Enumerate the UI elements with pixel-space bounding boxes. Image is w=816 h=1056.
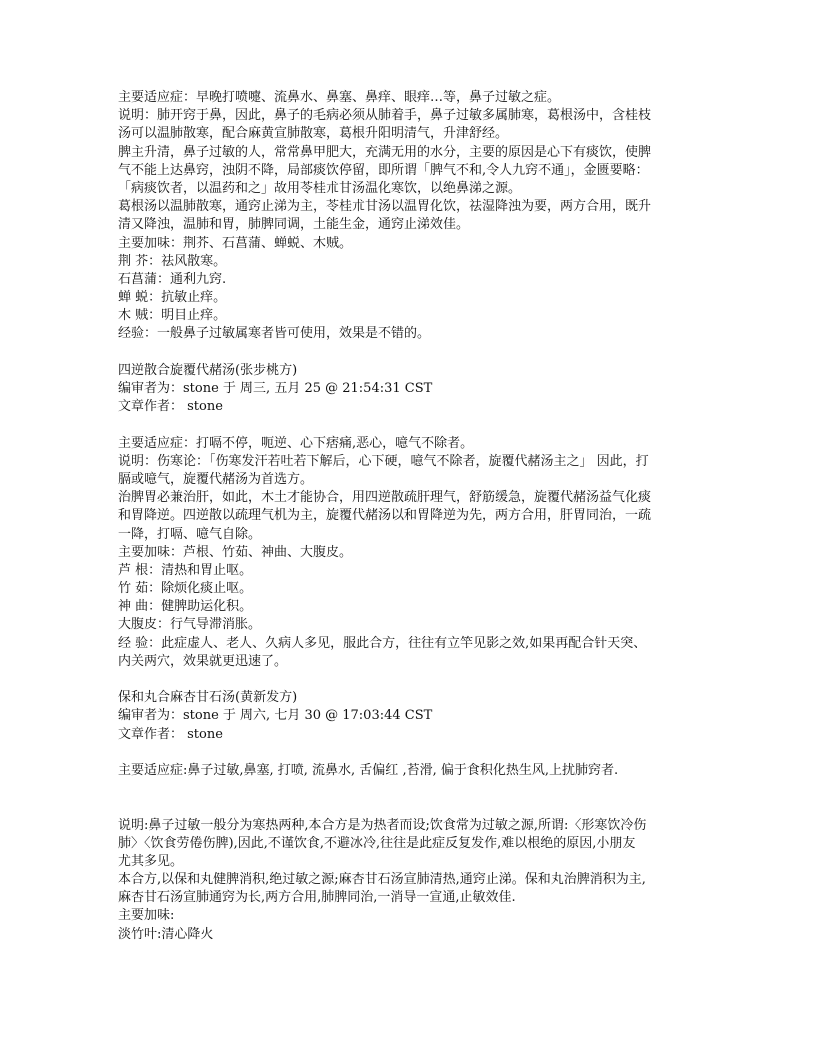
text-line: 主要加味:	[118, 908, 175, 924]
text-line: 说明：伤寒论：「伤寒发汗若吐若下解后，心下硬，噫气不除者，旋覆代赭汤主之」 因此，打	[118, 453, 649, 469]
text-line: 肺〉〈饮食劳倦伤脾),因此,不谨饮食,不避冰冷,往往是此症反复发作,难以根绝的原因,小朋友	[118, 835, 636, 851]
text-line: 神 曲：健脾助运化积。	[118, 599, 253, 615]
text-line: 保和丸合麻杏甘石汤(黄新发方)	[118, 690, 298, 706]
text-line: 文章作者： stone	[118, 726, 223, 742]
text-line: 一降，打嗝、噫气自除。	[118, 526, 262, 542]
blank-line	[118, 744, 718, 762]
text-line: 四逆散合旋覆代赭汤(张步桃方)	[118, 362, 298, 378]
text-line: 主要适应症：打嗝不停，呃逆、心下痞痛,恶心，噫气不除者。	[118, 435, 474, 451]
text-line: 经 验：此症虚人、老人、久病人多见，服此合方，往往有立竿见影之效,如果再配合针天突、	[118, 635, 647, 651]
text-line: 膈或噫气，旋覆代赭汤为首选方。	[118, 471, 314, 487]
text-line: 主要加味：荆芥、石菖蒲、蝉蜕、木贼。	[118, 235, 353, 251]
text-line: 本合方,以保和丸健脾消积,绝过敏之源;麻杏甘石汤宣肺清热,通窍止涕。保和丸治脾消积为主,	[118, 872, 646, 888]
text-line: 治脾胃必兼治肝，如此，木土才能协合，用四逆散疏肝理气，舒筋缓急，旋覆代赭汤益气化痰	[118, 490, 652, 506]
blank-line	[118, 780, 718, 798]
text-line: 淡竹叶:清心降火	[118, 926, 214, 942]
text-line: 芦 根：清热和胃止呕。	[118, 562, 253, 578]
document-body	[118, 89, 718, 944]
text-line: 蝉 蜕：抗敏止痒。	[118, 290, 227, 306]
text-line: 内关两穴，效果就更迅速了。	[118, 653, 288, 669]
blank-line	[118, 416, 718, 434]
blank-line	[118, 671, 718, 689]
text-line: 说明:鼻子过敏一般分为寒热两种,本合方是为热者而设;饮食常为过敏之源,所谓:〈形寒饮冷伤	[118, 817, 647, 833]
text-line: 「病痰饮者，以温药和之」故用苓桂朮甘汤温化寒饮，以绝鼻涕之源。	[118, 180, 522, 196]
text-line: 竹 茹：除烦化痰止呕。	[118, 581, 253, 597]
text-line: 麻杏甘石汤宣肺通窍为长,两方合用,肺脾同治,一消导一宣通,止敏效佳.	[118, 890, 516, 906]
text-line: 主要适应症:鼻子过敏,鼻塞, 打喷, 流鼻水, 舌偏红 ,苔滑, 偏于食积化热生风,上扰肺窍者.	[118, 762, 619, 778]
text-line: 大腹皮：行气导滞消胀。	[118, 617, 262, 633]
text-line: 葛根汤以温肺散寒，通窍止涕为主，苓桂朮甘汤以温胃化饮，祛湿降浊为要，两方合用，既升	[118, 199, 652, 215]
text-line: 清又降浊，温肺和胃，肺脾同调，土能生金，通窍止涕效佳。	[118, 217, 470, 233]
blank-line	[118, 344, 718, 362]
text-line: 和胃降逆。四逆散以疏理气机为主，旋覆代赭汤以和胃降逆为先，两方合用，肝胃同治，一疏	[118, 508, 652, 524]
text-line: 汤可以温肺散寒，配合麻黄宣肺散寒，葛根升阳明清气，升津舒经。	[118, 126, 509, 142]
text-line: 编审者为：stone 于 周三, 五月 25 @ 21:54:31 CST	[118, 381, 433, 396]
text-line: 主要加味：芦根、竹茹、神曲、大腹皮。	[118, 544, 353, 560]
text-line: 编审者为：stone 于 周六, 七月 30 @ 17:03:44 CST	[118, 708, 433, 724]
text-line: 石菖蒲：通利九窍.	[118, 271, 227, 287]
text-line: 脾主升清，鼻子过敏的人，常常鼻甲肥大，充满无用的水分，主要的原因是心下有痰饮，使脾	[118, 144, 652, 160]
text-line: 木 贼：明目止痒。	[118, 308, 227, 324]
blank-line	[118, 798, 718, 816]
text-line: 主要适应症：早晚打喷嚏、流鼻水、鼻塞、鼻痒、眼痒…等，鼻子过敏之症。	[118, 90, 561, 105]
text-line: 尤其多见。	[118, 853, 184, 869]
text-line: 荆 芥：祛风散寒。	[118, 253, 227, 269]
text-line: 说明：肺开窍于鼻，因此，鼻子的毛病必须从肺着手，鼻子过敏多属肺寒，葛根汤中，含桂枝	[118, 108, 652, 124]
text-line: 经验：一般鼻子过敏属寒者皆可使用，效果是不错的。	[118, 326, 431, 342]
text-line: 气不能上达鼻窍，浊阴不降，局部痰饮停留，即所谓「脾气不和,令人九窍不通」，金匮要略：	[118, 162, 649, 178]
text-line: 文章作者： stone	[118, 399, 223, 415]
